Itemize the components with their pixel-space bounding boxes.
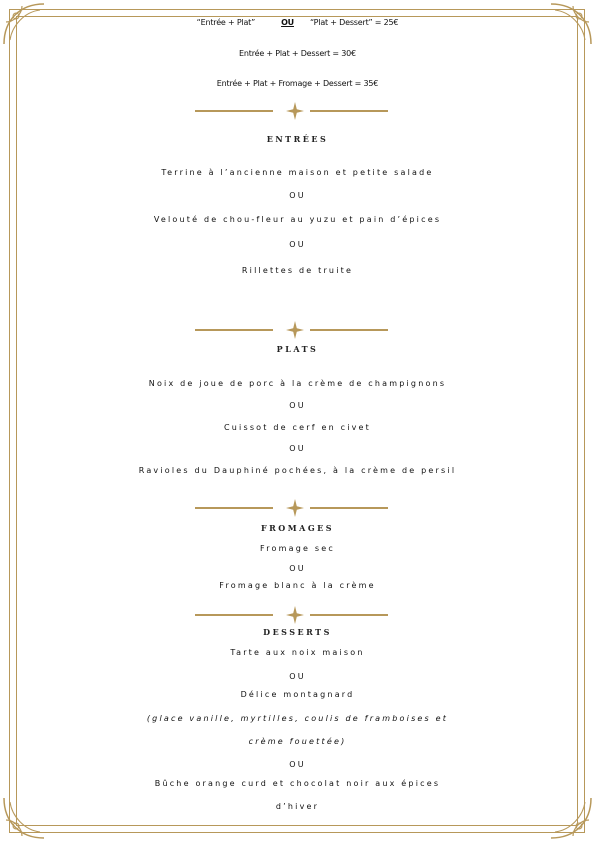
or-separator: OU xyxy=(289,444,306,453)
or-separator: OU xyxy=(289,760,306,769)
menu-item-detail: (glace vanille, myrtilles, coulis de framboises et xyxy=(146,714,449,723)
menu-item: Terrine à l’ancienne maison et petite salade xyxy=(161,168,434,177)
formula-entree-plat: “Entrée + Plat” xyxy=(196,18,256,27)
menu-item: Noix de joue de porc à la crème de champignons xyxy=(148,379,447,388)
or-separator: OU xyxy=(289,401,306,410)
menu-item: Rillettes de truite xyxy=(241,266,354,275)
section-divider xyxy=(0,607,595,623)
four-point-star-icon xyxy=(286,102,304,120)
menu-item: Cuissot de cerf en civet xyxy=(223,423,372,432)
menu-item-detail: crème fouettée) xyxy=(248,737,347,746)
section-divider xyxy=(0,103,595,119)
or-separator: OU xyxy=(289,191,306,200)
formula-plat-dessert: “Plat + Dessert” = 25€ xyxy=(309,18,399,27)
menu-item: Velouté de chou-fleur au yuzu et pain d’épices xyxy=(153,215,442,224)
or-separator: OU xyxy=(289,564,306,573)
or-separator: OU xyxy=(289,672,306,681)
menu-item: d’hiver xyxy=(275,802,320,811)
section-title-desserts: DESSERTS xyxy=(263,627,332,637)
section-title-plats: PLATS xyxy=(276,344,319,354)
four-point-star-icon xyxy=(286,321,304,339)
price-formula-35: Entrée + Plat + Fromage + Dessert = 35€ xyxy=(216,79,379,88)
four-point-star-icon xyxy=(286,499,304,517)
section-divider xyxy=(0,322,595,338)
menu-item: Fromage sec xyxy=(260,544,335,553)
menu-item: Bûche orange curd et chocolat noir aux épices xyxy=(154,779,441,788)
section-title-fromages: FROMAGES xyxy=(260,523,335,533)
section-title-entrees: ENTRÉES xyxy=(266,134,329,144)
price-formula-30: Entrée + Plat + Dessert = 30€ xyxy=(239,49,356,58)
price-formula-25 xyxy=(0,18,595,27)
menu-item: Ravioles du Dauphiné pochées, à la crème de persil xyxy=(138,466,457,475)
formula-or: OU xyxy=(281,18,294,27)
menu-item: Fromage blanc à la crème xyxy=(219,581,376,590)
section-divider xyxy=(0,500,595,516)
four-point-star-icon xyxy=(286,606,304,624)
menu-item: Tarte aux noix maison xyxy=(230,648,365,657)
menu-item: Délice montagnard xyxy=(240,690,355,699)
or-separator: OU xyxy=(289,240,306,249)
